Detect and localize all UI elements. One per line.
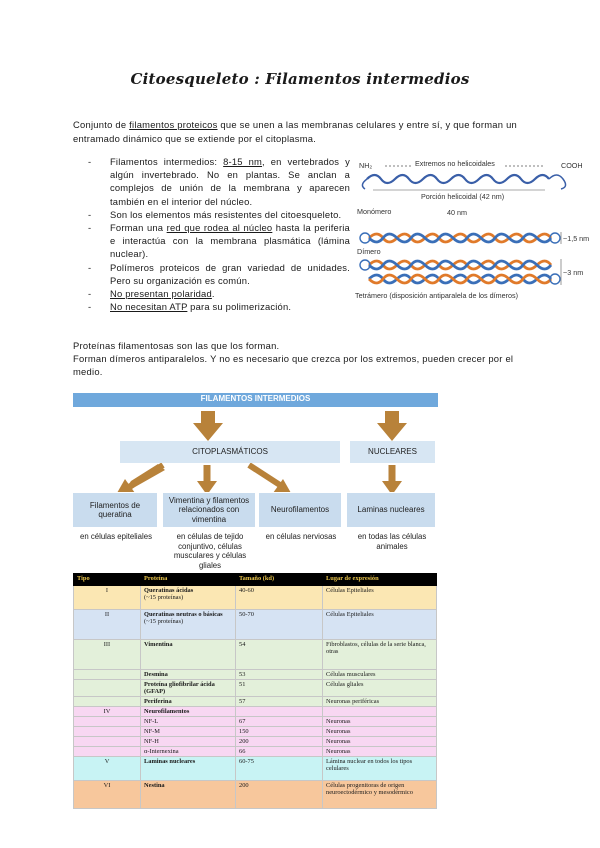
cooh-label: COOH bbox=[561, 161, 583, 170]
bullet-item: - Polímeros proteicos de gran variedad de unidades. Pero su organización es común. bbox=[88, 261, 350, 286]
header-proteina: Proteína bbox=[141, 574, 236, 586]
header-tipo: Tipo bbox=[74, 574, 141, 586]
table-row: NF-L 67 Neuronas bbox=[74, 717, 437, 727]
table-row: III Vimentina 54 Fibroblastos, células de la serie blanca, otras bbox=[74, 640, 437, 670]
table-row: II Queratinas neutras o básicas (~15 proteínas) 50-70 Células Epiteliales bbox=[74, 610, 437, 640]
table-row: Periferina 57 Neuronas periféricas bbox=[74, 697, 437, 707]
bullet-item: - No necesitan ATP para su polimerización. bbox=[88, 301, 292, 313]
ends-label: Extremos no helicoidales bbox=[415, 159, 495, 168]
table-row: Proteína gliofibrilar ácida (GFAP) 51 Células gliales bbox=[74, 680, 437, 697]
nh2-label: NH₂ bbox=[359, 161, 373, 170]
arrow-down-icon bbox=[377, 411, 407, 441]
intro-rest: que se unen a las membranas celulares y entre sí, y que forman un bbox=[217, 119, 518, 130]
dimer-label: Dímero bbox=[357, 247, 381, 256]
para2-line2: Forman dímeros antiparalelos. Y no es necesario que crezca por los extremos, pueden crecer por el bbox=[73, 352, 514, 364]
second-paragraph bbox=[73, 340, 543, 378]
tetramer-width-label: ~3 nm bbox=[563, 268, 584, 277]
helical-portion-label: Porción helicoidal (42 nm) bbox=[421, 192, 505, 201]
arrow-down-icon bbox=[382, 481, 402, 492]
box-vimentina: Vimentina y filamentos relacionados con vimentina bbox=[163, 493, 255, 527]
arrow-down-icon bbox=[197, 481, 217, 492]
nucleares-label: NUCLEARES bbox=[368, 447, 417, 456]
box-laminas: Laminas nucleares bbox=[347, 493, 435, 527]
table-row: Desmina 53 Células musculares bbox=[74, 670, 437, 680]
bullet-list bbox=[88, 155, 350, 313]
flowchart-header: FILAMENTOS INTERMEDIOS bbox=[73, 393, 438, 407]
para2-line1: Proteínas filamentosas son las que los forman. bbox=[73, 340, 280, 351]
note-laminas: en todas las células animales bbox=[357, 532, 427, 551]
intro-line2: entramado dinámico que se extiende por el citoplasma. bbox=[73, 132, 317, 144]
dimer-width-label: ~1,5 nm bbox=[563, 234, 590, 243]
intro-prefix: Conjunto de bbox=[73, 119, 130, 130]
table-row: NF-M 150 Neuronas bbox=[74, 727, 437, 737]
note-neurofilamentos: en células nerviosas bbox=[265, 532, 337, 541]
bullet-item: - Son los elementos más resistentes del citoesqueleto. bbox=[88, 208, 342, 220]
filament-drawing bbox=[355, 157, 590, 307]
table-row: V Laminas nucleares 60-75 Lámina nuclear en todos los tipos celulares bbox=[74, 757, 437, 781]
bullet-item: - No presentan polaridad. bbox=[88, 288, 215, 300]
bullet-item: - Filamentos intermedios: 8-15 nm, en vertebrados y algún invertebrado. No en plantas. Se anclan a complejos de unión de la membrana y aparecen también en el interior del núcleo. bbox=[88, 156, 350, 207]
length-label: 40 nm bbox=[447, 208, 467, 217]
page-title: Citoesqueleto : Filamentos intermedios bbox=[130, 70, 470, 88]
tetramer-label: Tetrámero (disposición antiparalela de los dímeros) bbox=[355, 291, 518, 300]
filament-structure-diagram bbox=[355, 157, 590, 307]
bullet-item: - Forman una red que rodea al núcleo hasta la periferia e interactúa con la membrana plasmática (lámina nuclear). bbox=[88, 222, 350, 260]
table-row: I Queratinas ácidas (~15 proteínas) 40-60 Células Epiteliales bbox=[74, 586, 437, 610]
intro-paragraph bbox=[73, 118, 533, 145]
monomer-label: Monómero bbox=[357, 207, 392, 216]
box-neurofilamentos: Neurofilamentos bbox=[259, 493, 341, 527]
note-vimentina: en células de tejido conjuntivo, células musculares y células gliales bbox=[173, 532, 247, 570]
para2-line3: medio. bbox=[73, 365, 103, 377]
table-row: α-Internexina 66 Neuronas bbox=[74, 747, 437, 757]
table-row: VI Nestina 200 Células progenitoras de origen neuroectodérmico y mesodérmico bbox=[74, 781, 437, 809]
note-queratina: en células epiteliales bbox=[80, 532, 152, 541]
header-tamano: Tamaño (kd) bbox=[236, 574, 323, 586]
intro-underlined: filamentos proteicos bbox=[129, 119, 218, 130]
table-row: NF-H 200 Neuronas bbox=[74, 737, 437, 747]
table-row: IV Neurofilamentos bbox=[74, 707, 437, 717]
citoplasmaticos-label: CITOPLASMÁTICOS bbox=[192, 447, 268, 456]
intermediate-filaments-table bbox=[73, 573, 437, 809]
box-queratina: Filamentos de queratina bbox=[73, 493, 157, 527]
arrow-down-icon bbox=[193, 411, 223, 441]
table-header-row bbox=[74, 574, 437, 586]
header-lugar: Lugar de expresión bbox=[323, 574, 437, 586]
